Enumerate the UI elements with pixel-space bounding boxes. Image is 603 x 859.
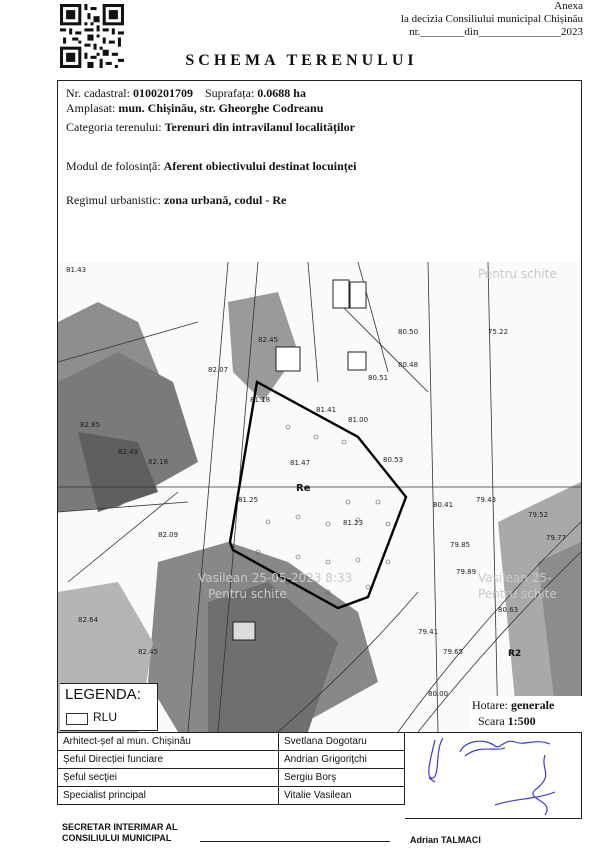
handwritten-signatures [405, 730, 582, 822]
usage-label: Modul de folosință: [66, 159, 161, 173]
secretary-name: Adrian TALMACI [410, 835, 481, 845]
signature-role: Specialist principal [58, 787, 279, 805]
signature-table [57, 732, 405, 805]
map-label-l20: 79.41 [418, 628, 439, 636]
map-label-l23: 82.49 [118, 448, 139, 456]
hotare-line [472, 698, 554, 713]
location-line [66, 101, 323, 115]
map-label-l24: 82.09 [158, 531, 179, 539]
signature-name: Svetlana Dogotaru [279, 733, 405, 751]
map-label-l10: 80.51 [368, 374, 389, 382]
regime-value: zona urbană, codul - Re [164, 193, 287, 207]
map-label-l30: 80.00 [428, 690, 449, 698]
secretary-title [62, 822, 178, 844]
legend-title: LEGENDA: [65, 686, 141, 703]
cadastral-label: Nr. cadastral: [66, 86, 130, 100]
signature-name: Vitalie Vasilean [279, 787, 405, 805]
map-label-l4: 80.50 [398, 328, 419, 336]
signature-role: Șeful Direcției funciare [58, 751, 279, 769]
watermark-1: Pentru schite [478, 267, 557, 281]
signature-name: Sergiu Borş [279, 769, 405, 787]
signature-role: Arhitect-șef al mun. Chișinău [58, 733, 279, 751]
map-label-l1: 81.43 [66, 266, 87, 274]
location-label: Amplasat: [66, 101, 116, 115]
category-label: Categoria terenului: [66, 120, 162, 134]
map-label-l2: 82.45 [258, 336, 279, 344]
map-label-l25: 82.64 [78, 616, 99, 624]
map-label-l19: 80.63 [498, 606, 519, 614]
map-label-l13: 81.23 [343, 519, 364, 527]
signature-role: Şeful secţiei [58, 769, 279, 787]
map-label-l15: 79.52 [528, 511, 549, 519]
signature-row [58, 787, 405, 805]
scale-line [478, 714, 536, 729]
scale-label: Scara [478, 714, 505, 728]
rlu-label: RLU [93, 710, 118, 724]
cadastral-map [58, 262, 581, 732]
map-label-l9: 81.00 [348, 416, 369, 424]
secretary-line-2: CONSILIULUI MUNICIPAL [62, 833, 172, 843]
cadastral-value: 0100201709 [132, 86, 193, 100]
usage-value: Aferent obiectivului destinat locuinței [163, 159, 357, 173]
map-label-l12: 80.41 [433, 501, 454, 509]
regime-label: Regimul urbanistic: [66, 193, 161, 207]
secretary-line-1: SECRETAR INTERIMAR AL [62, 822, 178, 832]
map-label-l7: 82.07 [208, 366, 229, 374]
map-label-l14: 79.43 [476, 496, 497, 504]
regime-line [66, 193, 286, 207]
map-label-l8: 81.41 [316, 406, 337, 414]
map-label-l28: 81.47 [290, 459, 311, 467]
location-value: mun. Chișinău, str. Gheorghe Codreanu [118, 101, 324, 115]
page-title: SCHEMA TERENULUI [185, 52, 418, 69]
watermark-4: Vasilean 25- [478, 571, 552, 585]
usage-line [66, 159, 356, 173]
map-label-l21: 79.65 [443, 648, 464, 656]
area-label: Suprafața: [204, 86, 255, 100]
rlu-swatch [66, 713, 88, 725]
annex-title: Anexa [554, 0, 583, 12]
watermark-2: Vasilean 25-05-2023 8:33 [198, 571, 353, 585]
map-label-l17: 79.77 [546, 534, 567, 542]
area-value: 0.0688 ha [257, 86, 306, 100]
annex-header [353, 0, 583, 39]
signature-name: Andrian Grigoriţchi [279, 751, 405, 769]
hotare-value: generale [510, 698, 555, 712]
category-value: Terenuri din intravilanul localităților [164, 120, 355, 134]
map-label-l18: 79.89 [456, 568, 477, 576]
signature-row [58, 769, 405, 787]
scale-value: 1:500 [507, 714, 536, 728]
zone-re-label: Re [296, 483, 311, 494]
hotare-label: Hotare: [472, 698, 508, 712]
map-label-l22: 82.85 [80, 421, 101, 429]
map-label-l5: 80.48 [398, 361, 419, 369]
map-label-l3: 81.18 [250, 396, 271, 404]
map-label-l16: 79.85 [450, 541, 471, 549]
map-label-l11: 80.53 [383, 456, 404, 464]
secretary-signature-line [200, 841, 390, 842]
annex-number: nr.________din_______________2023 [409, 26, 583, 38]
signature-row [58, 733, 405, 751]
map-label-l29: 82.18 [148, 458, 169, 466]
zone-r2-label: R2 [508, 649, 522, 659]
cadastral-line [66, 86, 306, 100]
map-label-l27: 81.25 [238, 496, 259, 504]
watermark-5: Pentru schite [478, 587, 557, 601]
map-label-l26: 82.45 [138, 648, 159, 656]
annex-decision: la decizia Consiliului municipal Chișinău [400, 13, 583, 25]
map-label-l6: 75.22 [488, 328, 509, 336]
category-line [66, 120, 355, 134]
signature-row [58, 751, 405, 769]
watermark-3: Pentru schite [208, 587, 287, 601]
